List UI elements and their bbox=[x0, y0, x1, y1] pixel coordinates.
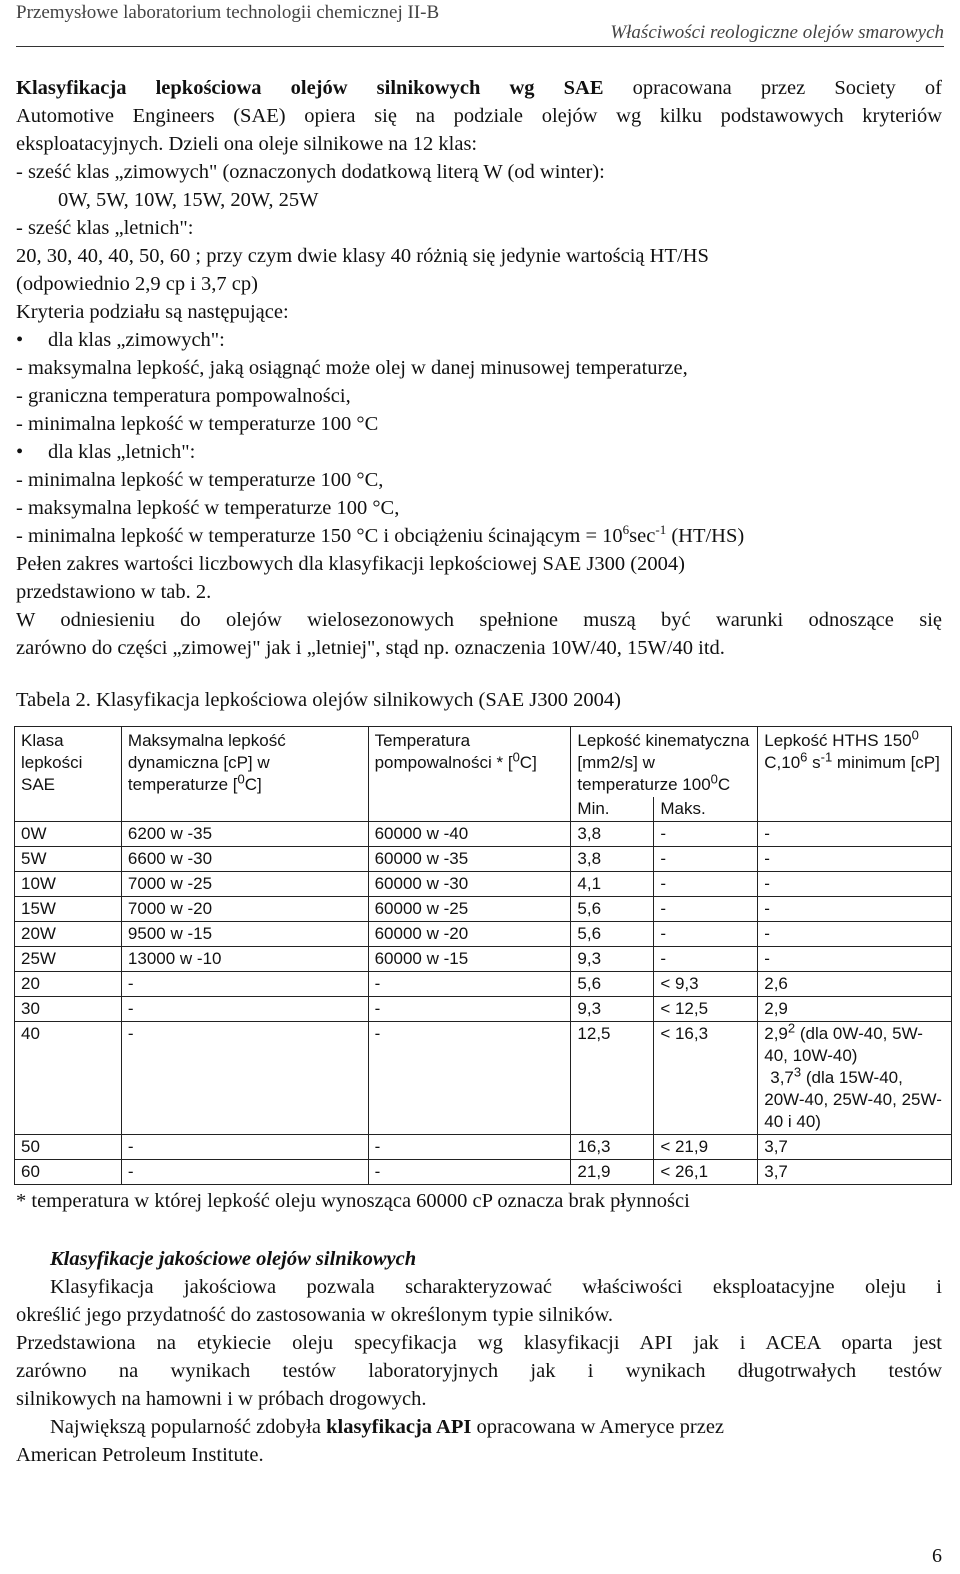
table-cell: 60000 w -40 bbox=[368, 822, 571, 847]
table-cell: 20W bbox=[15, 922, 122, 947]
table-cell: - bbox=[758, 922, 952, 947]
header-right: Właściwości reologiczne olejów smarowych bbox=[610, 22, 944, 43]
table-cell: 9,3 bbox=[571, 997, 654, 1022]
intro-bold: Klasyfikacja lepkościowa olejów silnikowych wg SAE bbox=[16, 77, 604, 99]
table-cell: 7000 w -20 bbox=[121, 897, 368, 922]
table-cell: - bbox=[654, 822, 758, 847]
multi-line-2: zarówno do części „zimowej" jak i „letniej", stąd np. oznaczenia 10W/40, 15W/40 itd. bbox=[16, 637, 725, 659]
criteria-w1: - maksymalna lepkość, jaką osiągnąć może olej w danej minusowej temperaturze, bbox=[16, 357, 688, 379]
criteria-w3: - minimalna lepkość w temperaturze 100 °C bbox=[16, 413, 379, 435]
range-line-1: Pełen zakres wartości liczbowych dla klasyfikacji lepkościowej SAE J300 (2004) bbox=[16, 553, 685, 575]
th-kinematic: Lepkość kinematyczna [mm2/s] w temperaturze $100^0C$ bbox=[571, 727, 758, 798]
quality-p2a: Przedstawiona na etykiecie oleju specyfikacja wg klasyfikacji API jak i ACEA oparta jest bbox=[16, 1332, 942, 1354]
table-cell: - bbox=[758, 847, 952, 872]
table-row bbox=[15, 897, 952, 922]
document-body bbox=[16, 74, 942, 1469]
table-cell: 60000 w -35 bbox=[368, 847, 571, 872]
table-row bbox=[15, 822, 952, 847]
table-footnote: * temperatura w której lepkość oleju wynosząca 60000 cP oznacza brak płynności bbox=[16, 1190, 690, 1212]
criteria-s1: - minimalna lepkość w temperaturze 100 °C, bbox=[16, 469, 384, 491]
table-cell: - bbox=[758, 872, 952, 897]
criteria-s2: - maksymalna lepkość w temperaturze 100 °C, bbox=[16, 497, 400, 519]
table-cell: 5W bbox=[15, 847, 122, 872]
intro-line-3: eksploatacyjnych. Dzieli ona oleje silnikowe na 12 klas: bbox=[16, 133, 478, 155]
table-caption: Tabela 2. Klasyfikacja lepkościowa olejów silnikowych (SAE J300 2004) bbox=[16, 689, 621, 711]
page-number: 6 bbox=[932, 1545, 942, 1567]
th-pumping-temp: Temperatura pompowalności * [$^0$C] bbox=[368, 727, 571, 822]
table-cell: - bbox=[121, 972, 368, 997]
intro-line-2: Automotive Engineers (SAE) opiera się na podziale olejów wg kilku podstawowych kryteriów bbox=[16, 105, 942, 127]
table-cell: 16,3 bbox=[571, 1135, 654, 1160]
table-row bbox=[15, 972, 952, 997]
winter-line: - sześć klas „zimowych" (oznaczonych dodatkową literą W (od winter): bbox=[16, 161, 605, 183]
table-cell: 20 bbox=[15, 972, 122, 997]
table-cell: 0W bbox=[15, 822, 122, 847]
table-cell: 5,6 bbox=[571, 897, 654, 922]
criteria-w2: - graniczna temperatura pompowalności, bbox=[16, 385, 351, 407]
table-row bbox=[15, 1160, 952, 1185]
range-line-2: przedstawiono w tab. 2. bbox=[16, 581, 212, 603]
table-cell: - bbox=[654, 947, 758, 972]
table-cell: - bbox=[654, 897, 758, 922]
quality-p1a: Klasyfikacja jakościowa pozwala scharakteryzować właściwości eksploatacyjne oleju i bbox=[50, 1276, 942, 1298]
multi-line-1: W odniesieniu do olejów wielosezonowych spełnione muszą być warunki odnoszące się bbox=[16, 609, 942, 631]
table-cell: < 21,9 bbox=[654, 1135, 758, 1160]
table-row bbox=[15, 1135, 952, 1160]
th-hths: Lepkość HTHS $150^0$ $C,10^6$ $s^{-1}$ minimum [cP] bbox=[758, 727, 952, 822]
table-cell: - bbox=[758, 822, 952, 847]
table-cell: < 9,3 bbox=[654, 972, 758, 997]
table-cell: - bbox=[368, 1160, 571, 1185]
th-max-dynamic: Maksymalna lepkość dynamiczna [cP] w temperaturze [$^0$C] bbox=[121, 727, 368, 822]
criteria-winter-head: • dla klas „zimowych": bbox=[16, 326, 942, 354]
table-cell: 21,9 bbox=[571, 1160, 654, 1185]
table-row bbox=[15, 997, 952, 1022]
table-cell: 7000 w -25 bbox=[121, 872, 368, 897]
table-cell: 60000 w -25 bbox=[368, 897, 571, 922]
criteria-title: Kryteria podziału są następujące: bbox=[16, 301, 289, 323]
table-row bbox=[15, 947, 952, 972]
table-cell: 3,7 bbox=[758, 1135, 952, 1160]
quality-p3c: American Petroleum Institute. bbox=[16, 1444, 264, 1466]
table-cell: 60000 w -30 bbox=[368, 872, 571, 897]
table-cell: < 26,1 bbox=[654, 1160, 758, 1185]
quality-p2b: zarówno na wynikach testów laboratoryjnych jak i wynikach długotrwałych testów bbox=[16, 1360, 942, 1382]
table-cell: - bbox=[121, 997, 368, 1022]
table-cell: 13000 w -10 bbox=[121, 947, 368, 972]
table-cell: - bbox=[368, 972, 571, 997]
section-title: Klasyfikacje jakościowe olejów silnikowych bbox=[50, 1248, 417, 1270]
criteria-summer-head: • dla klas „letnich": bbox=[16, 438, 942, 466]
table-cell: - bbox=[758, 947, 952, 972]
table-cell: - bbox=[758, 897, 952, 922]
quality-p1b: określić jego przydatność do zastosowania w określonym typie silników. bbox=[16, 1304, 614, 1326]
summer-classes: 20, 30, 40, 40, 50, 60 ; przy czym dwie klasy 40 różnią się jedynie wartością HT/HS bbox=[16, 245, 709, 267]
criteria-s3: - minimalna lepkość w temperaturze 150 °C i obciążeniu ścinającym = $10^6\sec^{-1}$ (HT/HS) bbox=[16, 522, 745, 547]
table-cell: 3,8 bbox=[571, 822, 654, 847]
th-min: Min. bbox=[571, 797, 654, 822]
table-cell: 25W bbox=[15, 947, 122, 972]
table-cell: - bbox=[121, 1135, 368, 1160]
table-cell: 5,6 bbox=[571, 922, 654, 947]
table-row bbox=[15, 922, 952, 947]
table-cell: 6600 w -30 bbox=[121, 847, 368, 872]
table-row: 40 - - 12,5 < 16,3 $2,9^2$ (dla 0W-40, 5W-40, 10W-40) $3,7^3$ (dla 15W-40, 20W-40, 25W-40, 25W-40 i 40) bbox=[15, 1022, 952, 1135]
table-row bbox=[15, 847, 952, 872]
quality-p2c: silnikowych na hamowni i w próbach drogowych. bbox=[16, 1388, 427, 1410]
table-cell: 60000 w -20 bbox=[368, 922, 571, 947]
sae-viscosity-table bbox=[14, 726, 952, 1185]
table-cell: 5,6 bbox=[571, 972, 654, 997]
table-cell: - bbox=[368, 997, 571, 1022]
quality-p3a: Największą popularność zdobyła klasyfikacja API opracowana w Ameryce przez bbox=[50, 1416, 725, 1438]
table-cell: 3,7 bbox=[758, 1160, 952, 1185]
table-cell: 30 bbox=[15, 997, 122, 1022]
table-row bbox=[15, 872, 952, 897]
table-cell: 60000 w -15 bbox=[368, 947, 571, 972]
table-cell: - bbox=[654, 922, 758, 947]
table-cell: - bbox=[121, 1160, 368, 1185]
table-cell: 9,3 bbox=[571, 947, 654, 972]
table-cell: 2,9 bbox=[758, 997, 952, 1022]
table-cell: < 12,5 bbox=[654, 997, 758, 1022]
th-max: Maks. bbox=[654, 797, 758, 822]
table-cell: 15W bbox=[15, 897, 122, 922]
table-cell: - bbox=[368, 1135, 571, 1160]
table-cell: 6200 w -35 bbox=[121, 822, 368, 847]
winter-classes: 0W, 5W, 10W, 15W, 20W, 25W bbox=[58, 189, 319, 211]
summer-line: - sześć klas „letnich": bbox=[16, 217, 194, 239]
intro-line-1: Klasyfikacja lepkościowa olejów silnikowych wg SAE opracowana przez Society of bbox=[16, 77, 943, 99]
table-cell: 3,8 bbox=[571, 847, 654, 872]
table-cell: - bbox=[654, 847, 758, 872]
table-cell: - bbox=[654, 872, 758, 897]
page-header bbox=[16, 0, 944, 47]
table-cell: 4,1 bbox=[571, 872, 654, 897]
summer-note: (odpowiednio 2,9 cp i 3,7 cp) bbox=[16, 273, 258, 295]
table-header-row bbox=[15, 727, 952, 798]
th-class: Klasa lepkości SAE bbox=[15, 727, 122, 822]
table-cell: 9500 w -15 bbox=[121, 922, 368, 947]
table-cell: 50 bbox=[15, 1135, 122, 1160]
table-cell: 60 bbox=[15, 1160, 122, 1185]
table-cell: 10W bbox=[15, 872, 122, 897]
table-cell: 2,6 bbox=[758, 972, 952, 997]
header-left: Przemysłowe laboratorium technologii chemicznej II-B bbox=[16, 2, 440, 23]
